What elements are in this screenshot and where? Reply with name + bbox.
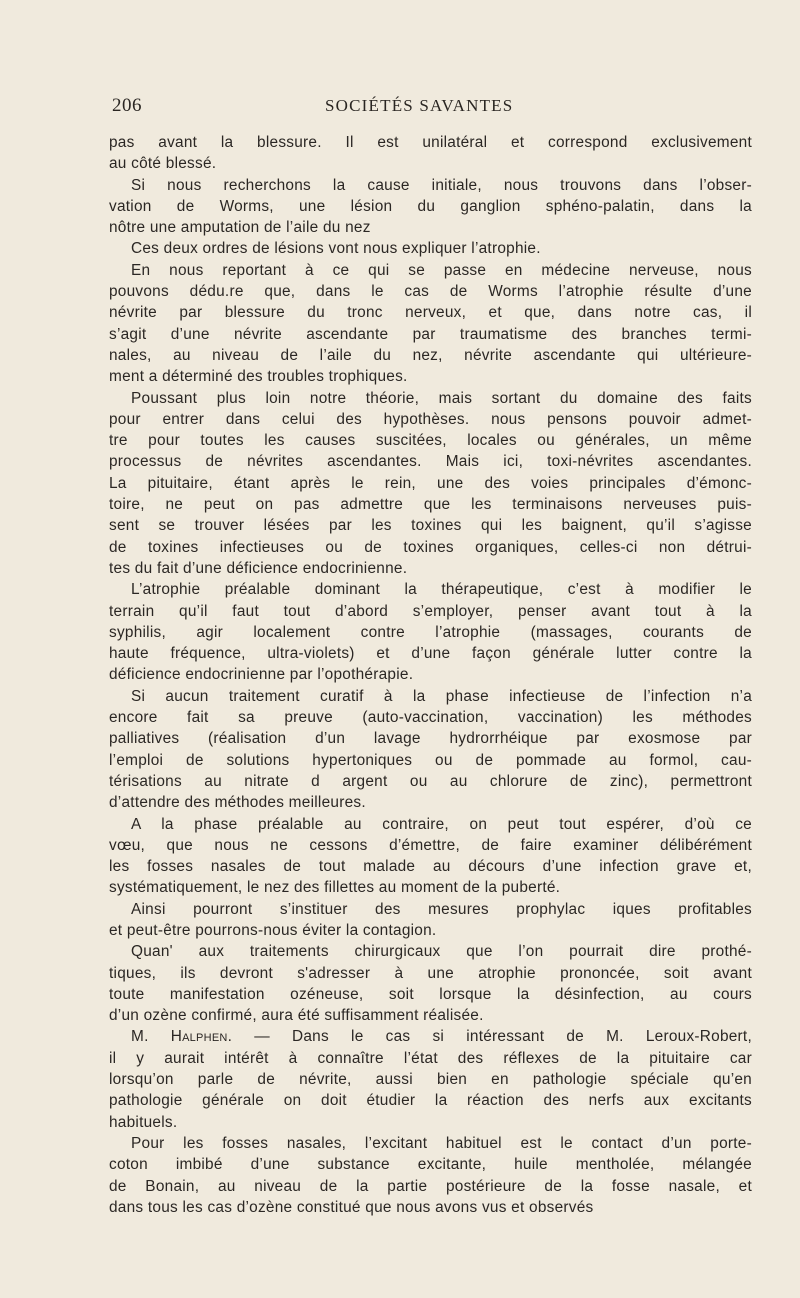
text-line: vation de Worms, une lésion du ganglion sphéno-palatin, dans la — [109, 197, 752, 215]
text-line: Si nous recherchons la cause initiale, nous trouvons dans l’obser- — [131, 176, 752, 194]
line-text: — Dans le cas si intéressant de M. Leroux-Robert, — [232, 1028, 752, 1046]
paragraph — [109, 260, 752, 388]
text-line: tre pour toutes les causes suscitées, locales ou générales, un même — [109, 432, 752, 450]
text-line: au côté blessé. — [109, 155, 217, 173]
text-line: terrain qu’il faut tout d’abord s’employer, penser avant tout à la — [109, 602, 752, 620]
text-line: et peut-être pourrons-nous éviter la contagion. — [109, 921, 437, 939]
text-line: s’agit d’une névrite ascendante par traumatisme des branches termi- — [109, 325, 752, 343]
text-line: Poussant plus loin notre théorie, mais sortant du domaine des faits — [131, 389, 752, 407]
paragraph — [109, 814, 752, 899]
body-text — [109, 132, 752, 1218]
text-line: dans tous les cas d’ozène constitué que nous avons vus et observés — [109, 1198, 594, 1216]
text-line: névrite par blessure du tronc nerveux, et que, dans notre cas, il — [109, 304, 752, 322]
text-line: Pour les fosses nasales, l’excitant habituel est le contact d’un porte- — [131, 1134, 752, 1152]
text-line: térisations au nitrate d argent ou au chlorure de zinc), permettront — [109, 772, 752, 790]
text-line: syphilis, agir localement contre l’atrophie (massages, courants de — [109, 623, 752, 641]
page-number: 206 — [112, 95, 142, 116]
text-line: encore fait sa preuve (auto-vaccination, vaccination) les méthodes — [109, 709, 752, 727]
text-line: ment a déterminé des troubles trophiques. — [109, 368, 408, 386]
text-line: les fosses nasales de tout malade au décours d’une infection grave et, — [109, 858, 752, 876]
paragraph — [109, 899, 752, 942]
text-line: toute manifestation ozéneuse, soit lorsque la désinfection, au cours — [109, 985, 752, 1003]
text-line: processus de névrites ascendantes. Mais ici, toxi-névrites ascendantes. — [109, 453, 752, 471]
text-line: A la phase préalable au contraire, on peut tout espérer, d’où ce — [131, 815, 752, 833]
text-line: En nous reportant à ce qui se passe en médecine nerveuse, nous — [131, 261, 752, 279]
text-line — [109, 1026, 752, 1047]
paragraph — [109, 388, 752, 580]
text-line: il y aurait intérêt à connaître l’état des réflexes de la pituitaire car — [109, 1049, 752, 1067]
text-line: Si aucun traitement curatif à la phase infectieuse de l’infection n’a — [131, 687, 752, 705]
text-line: tiques, ils devront s'adresser à une atrophie prononcée, soit avant — [109, 964, 752, 982]
page-header — [112, 95, 750, 119]
text-line: Ainsi pourront s’instituer des mesures prophylac iques profitables — [131, 900, 752, 918]
paragraph — [109, 579, 752, 685]
text-line: vœu, que nous ne cessons d’émettre, de faire examiner délibérément — [109, 836, 752, 854]
text-line: pathologie générale on doit étudier la réaction des nerfs aux excitants — [109, 1092, 752, 1110]
text-line: pas avant la blessure. Il est unilatéral et correspond exclusivement — [109, 134, 752, 151]
text-line: toire, ne peut on pas admettre que les terminaisons nerveuses puis- — [109, 496, 752, 514]
text-line: l’emploi de solutions hypertoniques ou de pommade au formol, cau- — [109, 751, 752, 769]
running-head: SOCIÉTÉS SAVANTES — [325, 96, 514, 115]
text-line: nôtre une amputation de l’aile du nez — [109, 219, 371, 237]
paragraph — [109, 238, 752, 259]
text-line: coton imbibé d’une substance excitante, huile mentholée, mélangée — [109, 1156, 752, 1174]
text-line: déficience endocrinienne par l’opothérapie. — [109, 666, 414, 684]
text-line: d’attendre des méthodes meilleures. — [109, 794, 366, 812]
paragraph — [109, 941, 752, 1026]
text-line: pour entrer dans celui des hypothèses. nous pensons pouvoir admet- — [109, 410, 752, 428]
text-line: de Bonain, au niveau de la partie postérieure de la fosse nasale, et — [109, 1177, 752, 1195]
paragraph — [109, 1026, 752, 1132]
text-line: haute fréquence, ultra-violets) et d’une façon générale lutter contre la — [109, 645, 752, 663]
text-line: La pituitaire, étant après le rein, une des voies principales d’émonc- — [109, 474, 752, 492]
text-line: tes du fait d’une déficience endocrinienne. — [109, 559, 408, 577]
text-line: habituels. — [109, 1113, 178, 1131]
text-line: systématiquement, le nez des fillettes au moment de la puberté. — [109, 879, 561, 897]
text-line: Quan' aux traitements chirurgicaux que l’on pourrait dire prothé- — [131, 943, 752, 961]
text-line: d’un ozène confirmé, aura été suffisamment réalisée. — [109, 1007, 484, 1025]
text-line: de toxines infectieuses ou de toxines organiques, celles-ci non détrui- — [109, 538, 752, 556]
paragraph — [109, 175, 752, 239]
text-line: pouvons dédu.re que, dans le cas de Worms l’atrophie résulte d’une — [109, 283, 752, 301]
text-line: Ces deux ordres de lésions vont nous expliquer l’atrophie. — [131, 240, 541, 258]
text-line: lorsqu’on parle de névrite, aussi bien en pathologie spéciale qu’en — [109, 1071, 752, 1089]
text-line: L’atrophie préalable dominant la thérapeutique, c’est à modifier le — [131, 581, 752, 599]
text-line: nales, au niveau de l’aile du nez, névrite ascendante qui ultérieure- — [109, 346, 752, 364]
speaker-name: M. Halphen. — [131, 1028, 233, 1046]
text-line: palliatives (réalisation d’un lavage hydrorrhéique par exosmose par — [109, 730, 752, 748]
paragraph — [109, 686, 752, 814]
paragraph — [109, 132, 752, 175]
text-line: sent se trouver lésées par les toxines qui les baignent, qu’il s’agisse — [109, 517, 752, 535]
paragraph — [109, 1133, 752, 1218]
